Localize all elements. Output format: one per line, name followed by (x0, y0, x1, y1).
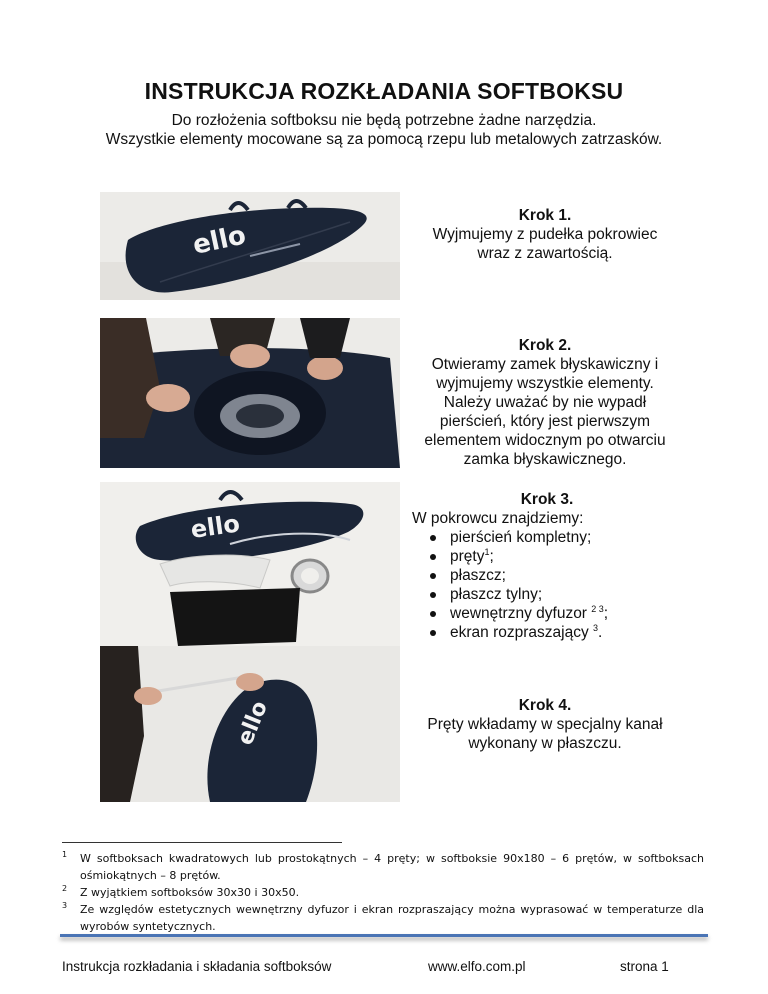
step-2-heading: Krok 2. (518, 337, 572, 354)
intro-line-1: Do rozłożenia softboksu nie będą potrzebne żadne narzędzia. (171, 112, 597, 129)
step-1-text (405, 206, 685, 263)
step-1-heading: Krok 1. (518, 207, 572, 224)
footnote-ref: 2 3 (591, 604, 604, 614)
intro-text (0, 111, 768, 149)
step-1-line: wraz z zawartością. (477, 245, 613, 262)
step-4-line: Pręty wkładamy w specjalny kanał (427, 716, 663, 733)
footnote: 3 Ze względów estetycznych wewnętrzny dyfuzor i ekran rozpraszający można wyprasować w temperaturze dla wyrobów syntetycznych. (62, 901, 704, 933)
footer-website: www.elfo.com.pl (428, 959, 526, 974)
brand-logo-2: ello (188, 509, 242, 544)
step-2-line: wyjmujemy wszystkie elementy. (436, 375, 654, 392)
step-3-photo (100, 482, 400, 652)
step-1-photo (100, 192, 400, 300)
list-item: płaszcz; (450, 566, 682, 585)
footnote-ref: 3 (593, 623, 599, 633)
footnote: 1 W softboksach kwadratowych lub prostokątnych – 4 pręty; w softboksie 90x180 – 6 prętów, w softboksach ośmiokątnych – 8 prętów. (62, 850, 704, 882)
step-4-line: wykonany w płaszczu. (468, 735, 622, 752)
list-item: pierścień kompletny; (450, 528, 682, 547)
step-2-text (405, 336, 685, 469)
step-4-text (405, 696, 685, 753)
step-2-photo (100, 318, 400, 468)
step-1-line: Wyjmujemy z pudełka pokrowiec (432, 226, 658, 243)
step-2-line: zamka błyskawicznego. (463, 451, 627, 468)
step-3-intro: W pokrowcu znajdziemy: (412, 510, 584, 527)
brand-logo-3: ello (232, 697, 273, 749)
step-4-photo (100, 646, 400, 802)
step-3-text (412, 490, 682, 642)
list-item: pręty$^1$; (450, 547, 682, 566)
list-item: wewnętrzny dyfuzor $^{2 3}$; (450, 604, 682, 623)
step-2-line: elementem widocznym po otwarciu (424, 432, 666, 449)
footnotes (62, 850, 704, 935)
list-item: płaszcz tylny; (450, 585, 682, 604)
page-title: INSTRUKCJA ROZKŁADANIA SOFTBOKSU (144, 78, 624, 104)
step-3-heading: Krok 3. (520, 491, 574, 508)
footnote-divider (62, 842, 342, 843)
step-2-line: Należy uważać by nie wypadł (443, 394, 647, 411)
step-2-line: Otwieramy zamek błyskawiczny i (431, 356, 659, 373)
list-item: ekran rozpraszający $^3$. (450, 623, 682, 642)
footer-doc-title: Instrukcja rozkładania i składania softboksów (62, 959, 332, 974)
contents-list (412, 528, 682, 642)
footer-page-number: strona 1 (620, 959, 669, 974)
intro-line-2: Wszystkie elementy mocowane są za pomocą rzepu lub metalowych zatrzasków. (105, 131, 663, 148)
footnote: 2 Z wyjątkiem softboksów 30x30 i 30x50. (62, 884, 300, 899)
footer-divider (60, 934, 708, 937)
step-4-heading: Krok 4. (518, 697, 572, 714)
brand-logo: ello (190, 220, 249, 261)
footnote-ref: 1 (484, 547, 490, 557)
step-2-line: pierścień, który jest pierwszym (439, 413, 651, 430)
